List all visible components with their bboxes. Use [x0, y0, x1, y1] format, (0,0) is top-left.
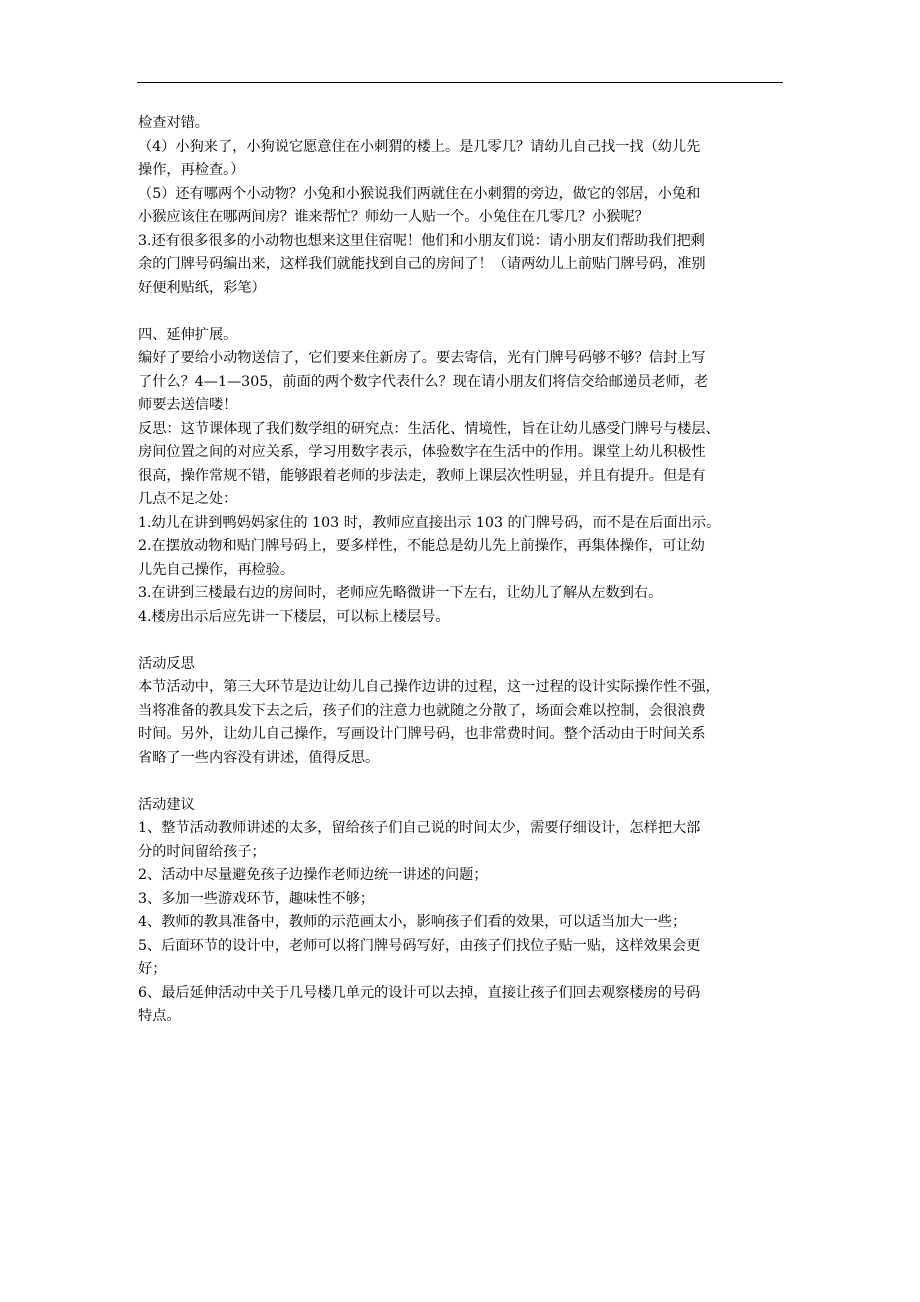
- text-line: 本节活动中，第三大环节是边让幼儿自己操作边讲的过程，这一过程的设计实际操作性不强，: [138, 679, 720, 695]
- text-line: 分的时间留给孩子；: [138, 843, 266, 860]
- header-rule: [137, 82, 783, 83]
- text-line: 特点。: [138, 1008, 181, 1024]
- text-line: 儿先自己操作，再检验。: [138, 561, 295, 578]
- blank-line: [138, 629, 784, 653]
- section-heading: 活动反思: [138, 655, 195, 672]
- text-line: 很高，操作常规不错，能够跟着老师的步法走，教师上课层次性明显，并且有提升。但是有: [138, 467, 706, 484]
- document-body: [138, 112, 784, 1029]
- text-line: 操作，再检查。）: [138, 162, 245, 178]
- text-line: 2、活动中尽量避免孩子边操作老师边统一讲述的问题；: [138, 867, 488, 883]
- text-line: 好；: [138, 961, 167, 977]
- text-line: 4.楼房出示后应先讲一下楼层，可以标上楼层号。: [138, 608, 450, 625]
- text-line: 时间。另外，让幼儿自己操作，写画设计门牌号码，也非常费时间。整个活动由于时间关系: [138, 726, 706, 742]
- section-heading: 四、延伸扩展。: [138, 326, 238, 343]
- text-line: 3、多加一些游戏环节，趣味性不够；: [138, 890, 375, 907]
- text-line: 余的门牌号码编出来，这样我们就能找到自己的房间了！（请两幼儿上前贴门牌号码，准别: [138, 256, 706, 272]
- text-line: 反思：这节课体现了我们数学组的研究点：生活化、情境性，旨在让幼儿感受门牌号与楼层、: [138, 420, 720, 437]
- text-line: 3.在讲到三楼最右边的房间时，老师应先略微讲一下左右，让幼儿了解从左数到右。: [138, 585, 663, 601]
- text-line: 好便利贴纸，彩笔）: [138, 279, 266, 296]
- text-line: 了什么？4—1—305，前面的两个数字代表什么？现在请小朋友们将信交给邮递员老师，老: [138, 373, 709, 390]
- text-line: 6、最后延伸活动中关于几号楼几单元的设计可以去掉，直接让孩子们回去观察楼房的号码: [138, 984, 701, 1001]
- text-line: 当将准备的教具发下去之后，孩子们的注意力也就随之分散了，场面会难以控制，会很浪费: [138, 702, 706, 719]
- text-line: 房间位置之间的对应关系，学习用数字表示，体验数字在生活中的作用。课堂上幼儿积极性: [138, 444, 706, 460]
- text-line: 几点不足之处：: [138, 491, 238, 507]
- text-line: 师要去送信喽！: [138, 397, 238, 413]
- text-line: 2.在摆放动物和贴门牌号码上，要多样性，不能总是幼儿先上前操作，再集体操作，可让幼: [138, 538, 705, 554]
- blank-line: [138, 300, 784, 324]
- text-line: 1、整节活动教师讲述的太多，留给孩子们自己说的时间太少，需要仔细设计，怎样把大部: [138, 820, 701, 836]
- blank-line: [138, 770, 784, 794]
- text-line: （5）还有哪两个小动物？小兔和小猴说我们两就住在小刺猬的旁边，做它的邻居，小兔和: [138, 185, 701, 202]
- text-line: 3.还有很多很多的小动物也想来这里住宿呢！他们和小朋友们说：请小朋友们帮助我们把剩: [138, 232, 705, 249]
- text-line: 1.幼儿在讲到鸭妈妈家住的 103 时，教师应直接出示 103 的门牌号码，而不是在后面出示。: [138, 514, 721, 531]
- text-line: （4）小狗来了，小狗说它愿意住在小刺猬的楼上。是几零几？请幼儿自己找一找（幼儿先: [138, 138, 701, 155]
- text-line: 4、教师的教具准备中，教师的示范画太小，影响孩子们看的效果，可以适当加大一些；: [138, 914, 687, 930]
- text-line: 5、后面环节的设计中，老师可以将门牌号码写好，由孩子们找位子贴一贴，这样效果会更: [138, 937, 701, 954]
- text-line: 编好了要给小动物送信了，它们要来住新房了。要去寄信，光有门牌号码够不够？信封上写: [138, 350, 706, 366]
- text-line: 小猴应该住在哪两间房？谁来帮忙？师幼一人贴一个。小兔住在几零几？小猴呢？: [138, 209, 649, 225]
- text-line: 检查对错。: [138, 115, 209, 131]
- section-heading: 活动建议: [138, 796, 195, 813]
- text-line: 省略了一些内容没有讲述，值得反思。: [138, 749, 380, 766]
